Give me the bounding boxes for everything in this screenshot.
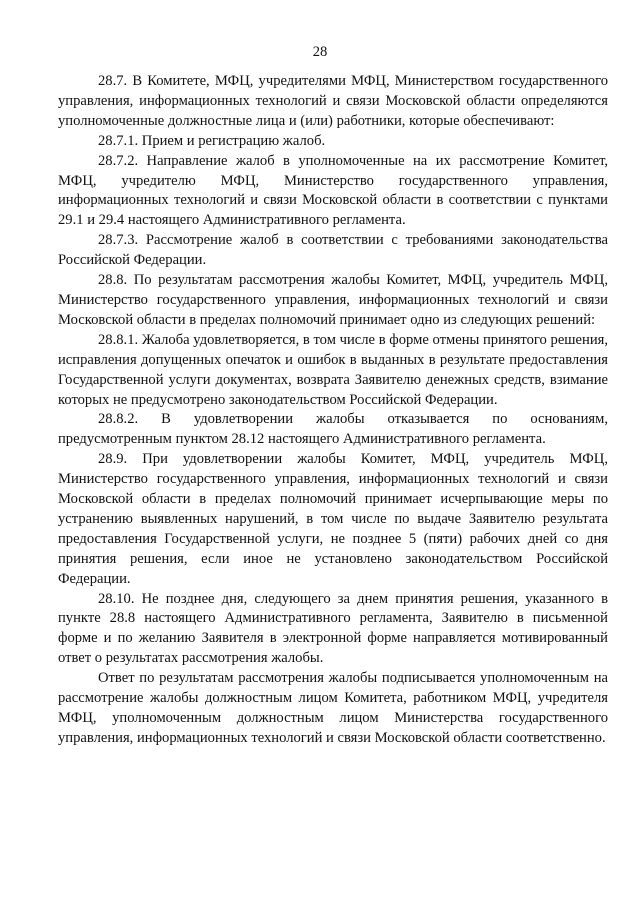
paragraph-response-signature: Ответ по результатам рассмотрения жалобы подписывается уполномоченным на рассмотрение жалобы должностным лицом Комитета, работником МФЦ, учредителя МФЦ, уполномоченным должностным лицом Министерства государственного управления, информационных технологий и связи Московской области соответственно. <box>58 670 608 746</box>
document-body <box>58 72 608 749</box>
paragraph-28-10: 28.10. Не позднее дня, следующего за днем принятия решения, указанного в пункте 28.8 настоящего Административного регламента, Заявителю в письменной форме и по желанию Заявителя в электронной форме направляется мотивированный ответ о результатах рассмотрения жалобы. <box>58 590 608 667</box>
paragraph-28-7-2: 28.7.2. Направление жалоб в уполномоченные на их рассмотрение Комитет, МФЦ, учредителю МФЦ, Министерство государственного управления, информационных технологий и связи Московской области в соответствии с пунктами 29.1 и 29.4 настоящего Административного регламента. <box>58 152 608 229</box>
paragraph-28-7-1: 28.7.1. Прием и регистрацию жалоб. <box>98 132 326 149</box>
paragraph-28-8: 28.8. По результатам рассмотрения жалобы Комитет, МФЦ, учредитель МФЦ, Министерство государственного управления, информационных технологий и связи Московской области в пределах полномочий принимает одно из следующих решений: <box>58 272 608 328</box>
paragraph-28-8-1: 28.8.1. Жалоба удовлетворяется, в том числе в форме отмены принятого решения, исправления допущенных опечаток и ошибок в выданных в результате предоставления Государственной услуги документах, возврата Заявителю денежных средств, взимание которых не предусмотрено законодательством Российской Федерации. <box>58 331 608 408</box>
paragraph-28-7-3: 28.7.3. Рассмотрение жалоб в соответствии с требованиями законодательства Российской Федерации. <box>58 232 608 269</box>
page-number: 28 <box>312 44 328 60</box>
paragraph-28-9: 28.9. При удовлетворении жалобы Комитет, МФЦ, учредитель МФЦ, Министерство государственного управления, информационных технологий и связи Московской области в пределах полномочий принимает исчерпывающие меры по устранению выявленных нарушений, в том числе по выдаче Заявителю результата предоставления Государственной услуги, не позднее 5 (пяти) рабочих дней со дня принятия решения, если иное не установлено законодательством Российской Федерации. <box>58 451 608 587</box>
paragraph-28-8-2: 28.8.2. В удовлетворении жалобы отказывается по основаниям, предусмотренным пунктом 28.12 настоящего Административного регламента. <box>58 411 608 448</box>
paragraph-28-7: 28.7. В Комитете, МФЦ, учредителями МФЦ, Министерством государственного управления, информационных технологий и связи Московской области определяются уполномоченные должностные лица и (или) работники, которые обеспечивают: <box>58 73 608 129</box>
